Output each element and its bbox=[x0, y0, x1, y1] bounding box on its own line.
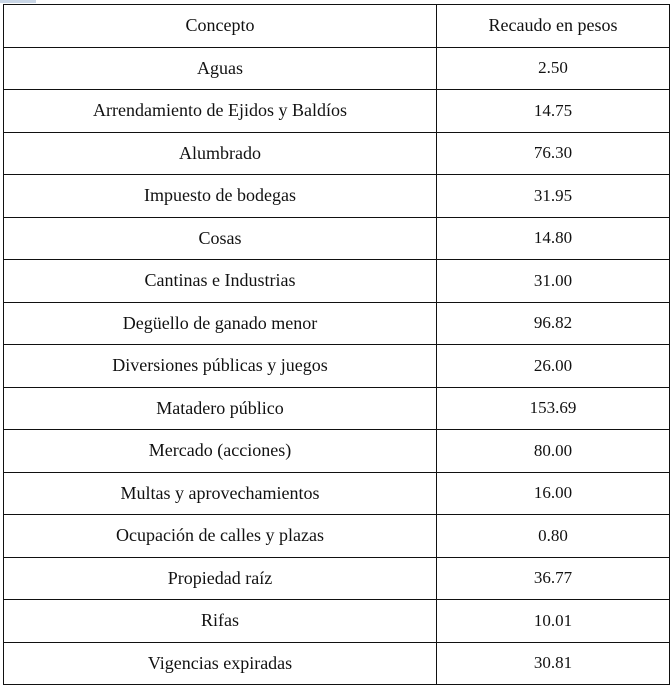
recaudo-cell: 16.00 bbox=[437, 472, 670, 515]
concepto-cell: Degüello de ganado menor bbox=[4, 302, 437, 345]
recaudo-cell: 31.00 bbox=[437, 260, 670, 303]
concepto-cell: Cantinas e Industrias bbox=[4, 260, 437, 303]
header-row bbox=[4, 5, 670, 48]
recaudo-cell: 36.77 bbox=[437, 557, 670, 600]
table-row bbox=[4, 90, 670, 133]
concepto-cell: Rifas bbox=[4, 600, 437, 643]
table-row bbox=[4, 600, 670, 643]
recaudo-cell: 14.80 bbox=[437, 217, 670, 260]
table-row bbox=[4, 557, 670, 600]
concepto-cell: Diversiones públicas y juegos bbox=[4, 345, 437, 388]
corner-mark bbox=[0, 0, 36, 3]
concepto-cell: Cosas bbox=[4, 217, 437, 260]
concepto-cell: Matadero público bbox=[4, 387, 437, 430]
table-row bbox=[4, 430, 670, 473]
table-row bbox=[4, 217, 670, 260]
table-row bbox=[4, 132, 670, 175]
recaudo-cell: 2.50 bbox=[437, 47, 670, 90]
concepto-cell: Mercado (acciones) bbox=[4, 430, 437, 473]
recaudo-cell: 10.01 bbox=[437, 600, 670, 643]
concepto-cell: Propiedad raíz bbox=[4, 557, 437, 600]
concepto-cell: Impuesto de bodegas bbox=[4, 175, 437, 218]
recaudo-cell: 76.30 bbox=[437, 132, 670, 175]
recaudo-cell: 30.81 bbox=[437, 642, 670, 685]
recaudo-cell: 26.00 bbox=[437, 345, 670, 388]
table-row bbox=[4, 260, 670, 303]
table-row bbox=[4, 642, 670, 685]
table-row bbox=[4, 472, 670, 515]
revenue-table bbox=[3, 4, 670, 685]
recaudo-cell: 96.82 bbox=[437, 302, 670, 345]
table-row bbox=[4, 175, 670, 218]
recaudo-cell: 31.95 bbox=[437, 175, 670, 218]
table-row bbox=[4, 302, 670, 345]
concepto-cell: Alumbrado bbox=[4, 132, 437, 175]
recaudo-cell: 80.00 bbox=[437, 430, 670, 473]
concepto-cell: Vigencias expiradas bbox=[4, 642, 437, 685]
table-row bbox=[4, 387, 670, 430]
recaudo-cell: 0.80 bbox=[437, 515, 670, 558]
concepto-cell: Arrendamiento de Ejidos y Baldíos bbox=[4, 90, 437, 133]
table-row bbox=[4, 345, 670, 388]
recaudo-cell: 153.69 bbox=[437, 387, 670, 430]
concepto-cell: Aguas bbox=[4, 47, 437, 90]
header-recaudo: Recaudo en pesos bbox=[437, 5, 670, 48]
recaudo-cell: 14.75 bbox=[437, 90, 670, 133]
concepto-cell: Multas y aprovechamientos bbox=[4, 472, 437, 515]
concepto-cell: Ocupación de calles y plazas bbox=[4, 515, 437, 558]
table-row bbox=[4, 515, 670, 558]
header-concepto: Concepto bbox=[4, 5, 437, 48]
table-row bbox=[4, 47, 670, 90]
